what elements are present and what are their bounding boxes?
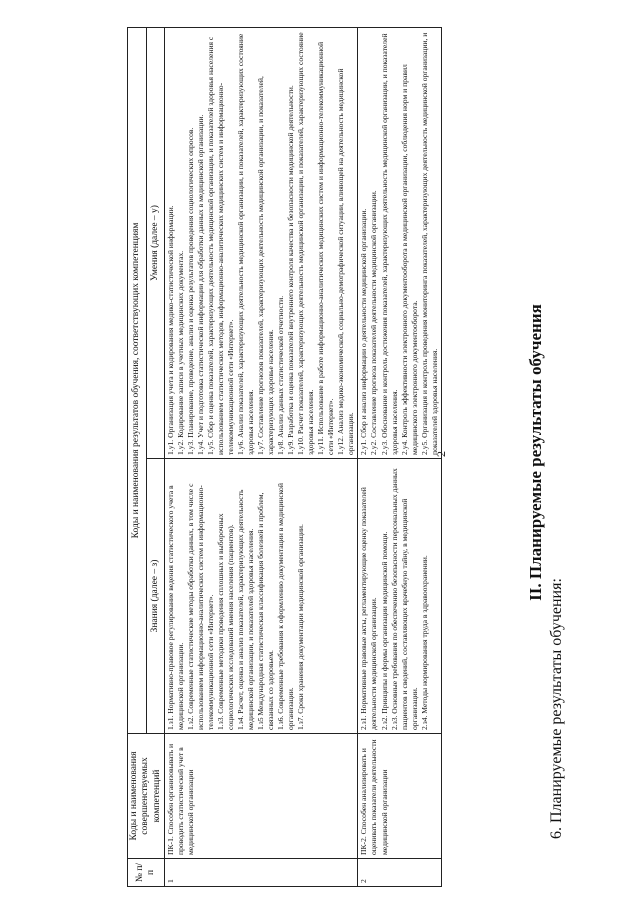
- knowledge-item: 2.з1. Нормативные правовые акты, регламентирующие оценку показателей деятельности медицинской организации.: [359, 487, 379, 730]
- header-competency: Коды и наименования совершенствуемых компетенций: [128, 734, 165, 859]
- table-row: [358, 28, 441, 887]
- skill-item: 1.у1. Организация учета и кодирования медико-статистической информации.: [166, 205, 176, 455]
- row-skills: [358, 28, 441, 459]
- table-caption: 6. Планируемые результаты обучения:: [548, 578, 565, 839]
- row-num: 2: [358, 859, 441, 887]
- knowledge-item: 1.з4. Расчет, оценка и анализ показателей, характеризующих деятельность медицинской организации, и показателей здоровья населения.: [236, 489, 256, 730]
- row-knowledge: [165, 459, 358, 734]
- skill-item: 2.у3. Обоснование и контроль достижения показателей, характеризующих деятельность медицинской организации, и показателей здоровья населения.: [379, 33, 399, 455]
- skill-item: 1.у6. Анализ показателей, характеризующих деятельность медицинской организации, и показателей, характеризующих состояние здоровья населения.: [236, 33, 256, 455]
- knowledge-item: 1.з1. Нормативно-правовое регулирование ведения статистического учета в медицинской организации.: [166, 485, 186, 730]
- header-knowledge: Знания (далее – з): [146, 459, 165, 734]
- table-row: [165, 28, 358, 887]
- skill-item: 1.у11. Использование в работе информационно-аналитических медицинских систем и информационно-телекоммуникационной сети «Интернет».: [316, 41, 336, 455]
- row-knowledge: [358, 459, 441, 734]
- knowledge-item: 1.з5 Международная статистическая классификация болезней и проблем, связанных со здоровьем.: [256, 492, 276, 730]
- row-skills: [165, 28, 358, 459]
- knowledge-item: 2.з3. Основные требования по обеспечению безопасности персональных данных пациентов и сведений, составляющих врачебную тайну, в медицинской организации.: [389, 468, 419, 730]
- page-number: 2: [434, 451, 448, 457]
- knowledge-item: 1.з7. Сроки хранения документации медицинской организации.: [296, 524, 306, 730]
- skill-item: 1.у12. Анализ медико-экономической, социально-демографической ситуации, влияющей на деятельность медицинской организации.: [336, 68, 356, 455]
- skill-item: 2.у5. Организация и контроль проведения мониторинга показателей, характеризующих деятельность медицинской организации, и показателей здоровья населения.: [419, 32, 439, 455]
- skill-item: 1.у4. Учет и подготовка статистической информации для обработки данных в медицинской организации.: [196, 114, 206, 455]
- knowledge-item: 1.з3. Современные методики проведения сплошных и выборочных социологических исследований мнения населения (пациентов).: [216, 513, 236, 730]
- skill-item: 1.у10. Расчет показателей, характеризующих деятельность медицинской организации, и показателей, характеризующих состояние здоровья населения.: [296, 32, 316, 455]
- row-num: 1: [165, 859, 358, 887]
- header-num: № п/п: [128, 859, 165, 887]
- skill-item: 1.у7. Составление прогнозов показателей, характеризующих деятельность медицинской организации, и показателей, характеризующих здоровье населения.: [256, 76, 276, 455]
- skill-item: 2.у1. Сбор и анализ информации о деятельности медицинской организации.: [359, 208, 369, 455]
- knowledge-item: 1.з6. Современные требования к оформлению документации в медицинской организации.: [276, 483, 296, 730]
- row-competency: ПК-2. Способен анализировать и оценивать показатели деятельности медицинской организации: [358, 734, 441, 859]
- skill-item: 1.у9. Разработка и оценка показателей внутреннего контроля качества и безопасности медицинской деятельности.: [286, 85, 296, 455]
- header-skills: Умения (далее – у): [146, 28, 165, 459]
- header-outcomes: Коды и наименования результатов обучения, соответствующих компетенциям: [128, 28, 147, 734]
- knowledge-item: 2.з4. Методы нормирования труда в здравоохранении.: [419, 555, 429, 730]
- skill-item: 2.у2. Составление прогноза показателей деятельности медицинской организации.: [369, 190, 379, 455]
- skill-item: 1.у3. Планирование, проведение, анализ и оценка результатов проведения социологических опросов.: [186, 127, 196, 455]
- knowledge-item: 2.з2. Принципы и формы организации медицинской помощи.: [379, 531, 389, 730]
- results-table: [127, 27, 442, 887]
- skill-item: 1.у8. Анализ данных статистической отчетности.: [276, 295, 286, 455]
- row-competency: ПК-1. Способен организовывать и проводить статистический учет в медицинской организации: [165, 734, 358, 859]
- knowledge-item: 1.з2. Современные статистические методы обработки данных, в том числе с использованием информационно-аналитических систем и информационно-телекоммуникационной сети «Интернет».: [186, 483, 216, 730]
- skill-item: 2.у4. Контроль эффективности электронного документооборота в медицинской организации, соблюдения норм и правил медицинского электронного документооборота.: [399, 64, 419, 455]
- section-title: II. Планируемые результаты обучения: [526, 304, 545, 601]
- skill-item: 1.у5. Сбор и оценка показателей, характеризующих деятельность медицинской организации, и показателей здоровья населения с использованием статистических методов, информационно-аналитических медицинских систем и информационно-телекоммуникационной сети «Интернет».: [206, 36, 236, 455]
- skill-item: 1.у2. Кодирование записи в учетных медицинских документах.: [176, 250, 186, 455]
